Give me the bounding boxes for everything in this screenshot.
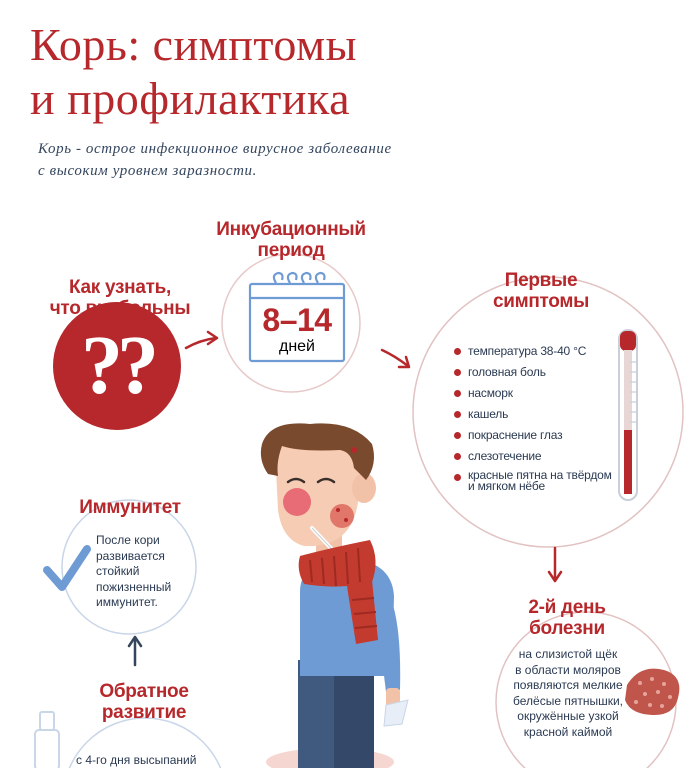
symptom-item-last — [454, 470, 614, 500]
incubation-range: 8–14 — [262, 302, 332, 338]
first-symptoms-heading-line-2: симптомы — [492, 291, 590, 312]
arrow-icon — [382, 350, 409, 367]
second-day-heading-line-1: 2-й день — [528, 597, 606, 618]
immunity-line-5: иммунитет. — [96, 595, 158, 609]
second-day-line-1: на слизистой щёк — [518, 647, 618, 661]
second-day-line-2: в области моляров — [515, 662, 621, 677]
immunity-line-4: пожизненный — [96, 579, 172, 594]
arrow-icon — [186, 332, 217, 348]
recovery-heading-line-2: развитие — [101, 702, 187, 723]
title-line-2: и профилактика — [30, 73, 351, 124]
symptom-item: слезотечение — [454, 449, 614, 470]
symptom-last-line-1: красные пятна на твёрдом — [468, 468, 612, 482]
second-day-line-6: красной каймой — [523, 724, 613, 739]
symptom-item: покраснение глаз — [454, 428, 614, 449]
first-symptoms-heading-line-1: Первые — [504, 270, 578, 291]
immunity-line-2: развивается — [96, 548, 165, 563]
second-day-line-4: белёсые пятнышки, — [513, 693, 623, 708]
immunity-line-3: стойкий — [96, 564, 140, 578]
immunity-line-1: После кори — [96, 533, 160, 547]
incubation-heading-line-2: период — [257, 240, 325, 261]
symptom-last-line-2: и мягком нёбе — [468, 479, 545, 493]
second-day-heading — [512, 597, 622, 639]
symptom-item: головная боль — [454, 365, 614, 386]
second-day-heading-line-2: болезни — [529, 618, 605, 639]
thermometer-icon — [619, 330, 637, 500]
incubation-heading-line-1: Инкубационный — [216, 219, 366, 240]
detect-heading-line-2: что вы больны — [49, 298, 191, 319]
immunity-text — [96, 533, 186, 611]
subtitle-line-1: Корь - острое инфекционное вирусное заболевание — [38, 141, 392, 157]
incubation-unit: дней — [278, 338, 315, 355]
arrow-icon — [129, 637, 141, 665]
recovery-heading — [84, 681, 204, 723]
subtitle-line-2: с высоким уровнем заразности. — [38, 163, 258, 179]
checkmark-icon — [47, 549, 87, 587]
first-symptoms-list — [454, 344, 614, 500]
detect-heading — [40, 277, 200, 319]
recovery-text: с 4-го дня высыпаний — [76, 753, 197, 767]
sick-man-illustration — [261, 423, 408, 768]
symptom-item: насморк — [454, 386, 614, 407]
arrow-icon — [549, 548, 561, 581]
title-line-1: Корь: симптомы — [30, 19, 358, 70]
first-symptoms-heading — [476, 270, 606, 312]
medicine-bottle-icon — [35, 712, 59, 768]
immunity-heading: Иммунитет — [79, 497, 181, 518]
second-day-text — [506, 647, 630, 740]
rash-patch-icon — [625, 669, 679, 715]
symptom-item: температура 38-40 °С — [454, 344, 614, 365]
second-day-line-5: окружённые узкой — [517, 709, 619, 723]
second-day-line-3: появляются мелкие — [513, 678, 623, 692]
recovery-heading-line-1: Обратное — [99, 681, 189, 702]
question-glyph: ?? — [81, 319, 153, 412]
detect-heading-line-1: Как узнать, — [69, 277, 171, 298]
symptom-item: кашель — [454, 407, 614, 428]
incubation-heading — [205, 219, 377, 261]
